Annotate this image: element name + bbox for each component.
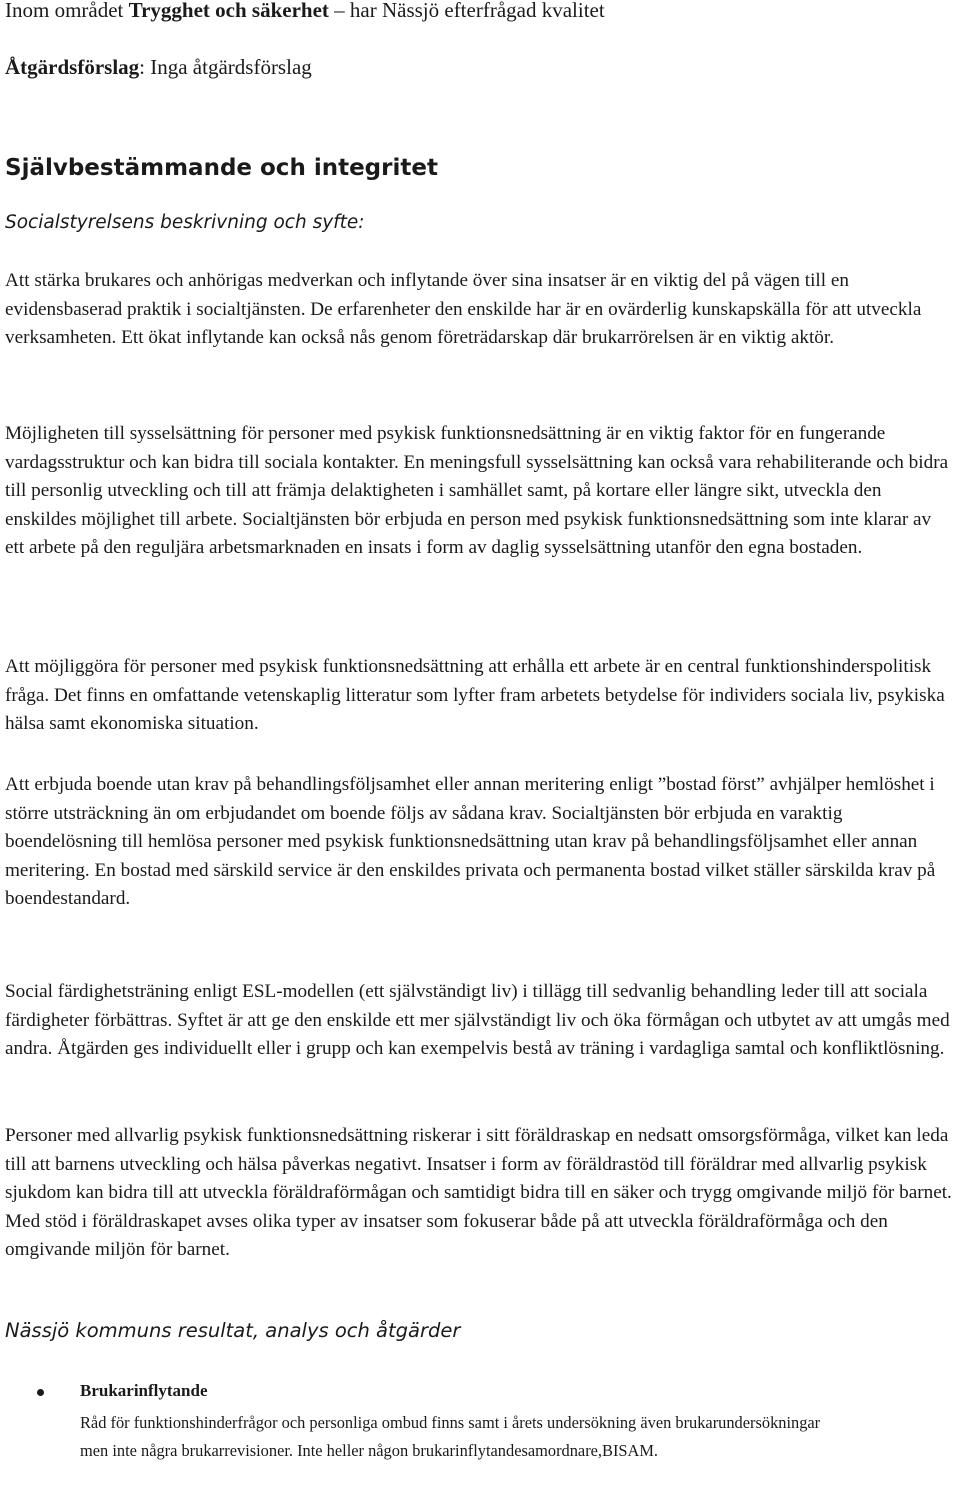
area-suffix: – har Nässjö efterfrågad kvalitet (334, 0, 605, 22)
bullet-title: Brukarinflytande (80, 1381, 208, 1400)
paragraph-4: Att erbjuda boende utan krav på behandlingsföljsamhet eller annan meritering enligt ”bostad först” avhjälper hemlöshet i större utsträckning än om erbjudandet om boende följs av sådana krav. Socialtjänsten bör erbjuda en varaktig boendelösning till hemlösa personer med psykisk funktionsnedsättning utan krav på behandlingsföljsamhet eller annan meritering. En bostad med särskild service är den enskildes privata och permanenta bostad vilket ställer särskilda krav på boendestandard. (5, 774, 936, 910)
action-proposal-value: : Inga åtgärdsförslag (139, 55, 312, 79)
area-name: Trygghet och säkerhet (128, 0, 329, 22)
paragraph-5: Social färdighetsträning enligt ESL-modellen (ett självständigt liv) i tillägg till sedvanlig behandling leder till att sociala färdigheter förbättras. Syftet är att ge den enskilde ett mer självständigt liv och öka förmågan och utbytet av att umgås med andra. Åtgärden ges individuellt eller i grupp och kan exempelvis bestå av träning i vardagliga samtal och konfliktlösning. (5, 981, 950, 1060)
area-quality-line (5, 0, 605, 23)
bullet-dot-icon (37, 1389, 44, 1396)
bullet-text: Råd för funktionshinderfrågor och personliga ombud finns samt i årets undersökning även brukarundersökningar men inte några brukarrevisioner. Inte heller någon brukarinflytandesamordnare,BISAM. (80, 1413, 821, 1460)
action-proposal-line (5, 55, 312, 80)
paragraph-2: Möjligheten till sysselsättning för personer med psykisk funktionsnedsättning är en viktig faktor för en fungerande vardagsstruktur och kan bidra till sociala kontakter. En meningsfull sysselsättning kan också vara rehabiliterande och bidra till personlig utveckling och till att främja delaktigheten i samhället samt, på kortare eller längre sikt, utveckla den enskildes möjlighet till arbete. Socialtjänsten bör erbjuda en person med psykisk funktionsnedsättning som inte klarar av ett arbete på den reguljära arbetsmarknaden en insats i form av daglig sysselsättning utanför den egna bostaden. (5, 423, 949, 559)
paragraph-3: Att möjliggöra för personer med psykisk funktionsnedsättning att erhålla ett arbete är en central funktionshinderspolitisk fråga. Det finns en omfattande vetenskaplig litteratur som lyfter fram arbetets betydelse för individers sociala liv, psykiska hälsa samt ekonomiska situation. (5, 656, 945, 735)
paragraph-1: Att stärka brukares och anhörigas medverkan och inflytande över sina insatser är en viktig del på vägen till en evidensbaserad praktik i socialtjänsten. De erfarenheter den enskilde har är en ovärderlig kunskapskälla för att utveckla verksamheten. Ett ökat inflytande kan också nås genom företrädarskap där brukarrörelsen är en viktig aktör. (5, 270, 922, 349)
area-prefix: Inom området (5, 0, 124, 22)
paragraph-6: Personer med allvarlig psykisk funktionsnedsättning riskerar i sitt föräldraskap en nedsatt omsorgsförmåga, vilket kan leda till att barnens utveckling och hälsa påverkas negativt. Insatser i form av föräldrastöd till föräldrar med allvarlig psykisk sjukdom kan bidra till att utveckla föräldraförmågan och samtidigt bidra till en säker och trygg omgivande miljö för barnet. Med stöd i föräldraskapet avses olika typer av insatser som fokuserar både på att utveckla föräldraförmåga och den omgivande miljön för barnet. (5, 1125, 952, 1261)
section-heading: Självbestämmande och integritet (5, 155, 438, 181)
section-subheading: Socialstyrelsens beskrivning och syfte: (5, 212, 365, 233)
action-proposal-label: Åtgärdsförslag (5, 55, 140, 79)
results-heading: Nässjö kommuns resultat, analys och åtgärder (5, 1319, 461, 1342)
